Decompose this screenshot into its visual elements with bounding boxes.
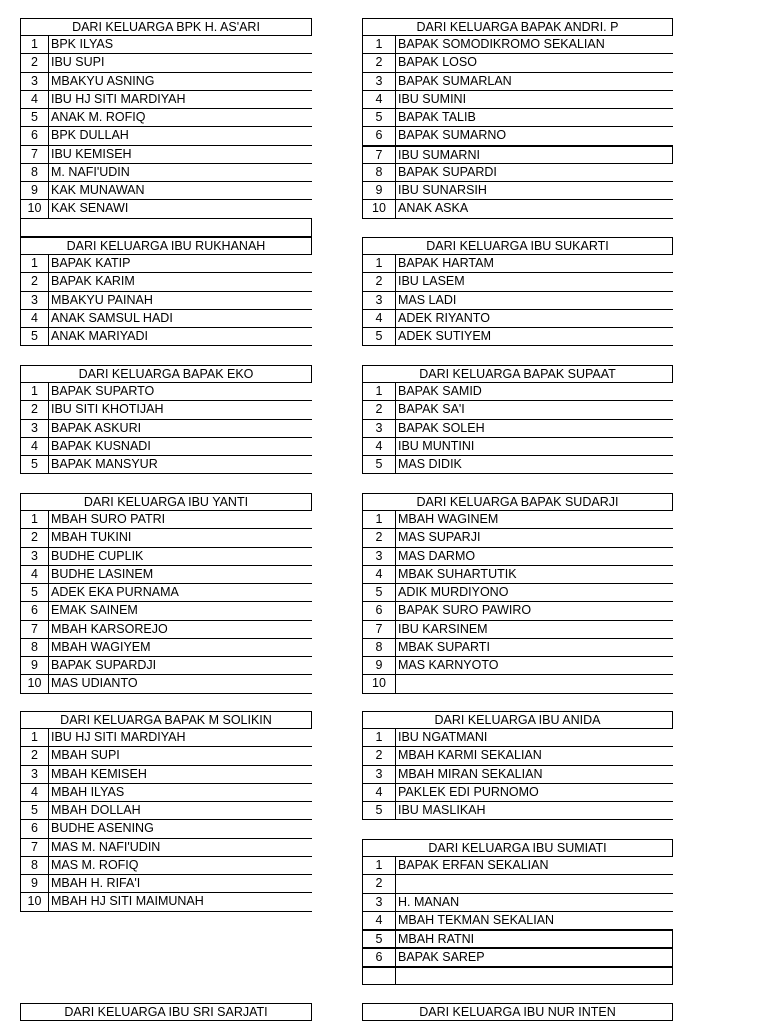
row-number: 3 [362, 420, 396, 437]
guest-name: ANAK ASKA [398, 201, 469, 216]
guest-name: H. MANAN [398, 894, 460, 909]
table-row [20, 875, 312, 893]
table-row [20, 747, 312, 765]
row-number: 5 [20, 109, 49, 126]
family-table-title: DARI KELUARGA IBU SRI SARJATI [20, 1003, 312, 1021]
table-row [20, 146, 312, 164]
guest-name: IBU MUNTINI [398, 438, 475, 453]
guest-name: BAPAK MANSYUR [51, 457, 158, 471]
guest-name: MAS DARMO [398, 548, 476, 563]
row-number: 2 [362, 54, 396, 71]
table-row [20, 292, 312, 310]
guest-name: IBU HJ SITI MARDIYAH [51, 91, 186, 106]
row-number: 1 [20, 729, 49, 746]
guest-name: ADEK EKA PURNAMA [51, 585, 179, 599]
row-number: 9 [20, 182, 49, 199]
row-number: 5 [20, 584, 49, 601]
guest-name: IBU KARSINEM [398, 621, 488, 636]
row-number: 8 [362, 639, 396, 656]
guest-name: BAPAK KARIM [51, 274, 135, 289]
row-number: 1 [362, 729, 396, 746]
guest-name: ANAK MARIYADI [51, 329, 149, 343]
table-row [20, 255, 312, 273]
guest-name: BUDHE CUPLIK [51, 548, 144, 563]
family-table-title: DARI KELUARGA BAPAK SUPAAT [362, 365, 673, 383]
row-number: 2 [20, 529, 49, 546]
row-number: 3 [362, 894, 396, 911]
family-table-title: DARI KELUARGA BPK H. AS'ARI [20, 18, 312, 36]
family-table-title: DARI KELUARGA IBU SUKARTI [362, 237, 673, 255]
row-number: 3 [362, 292, 396, 309]
row-number: 3 [362, 73, 396, 90]
table-row [20, 511, 312, 529]
guest-name: MAS DIDIK [398, 457, 462, 471]
table-row [20, 420, 312, 438]
table-row [362, 438, 673, 456]
row-number: 1 [362, 383, 396, 400]
row-number: 7 [20, 621, 49, 638]
table-row [20, 857, 312, 875]
row-number: 4 [20, 438, 49, 455]
row-number: 6 [362, 949, 396, 965]
family-table [20, 237, 312, 346]
table-row [20, 729, 312, 747]
guest-name: KAK SENAWI [51, 201, 129, 216]
row-number: 1 [20, 255, 49, 272]
row-number: 3 [20, 292, 49, 309]
table-row [20, 766, 312, 784]
row-number: 6 [20, 602, 49, 619]
guest-name: IBU MASLIKAH [398, 803, 486, 817]
table-row [362, 875, 673, 893]
table-row [362, 182, 673, 200]
table-row [20, 802, 312, 820]
family-table-title: DARI KELUARGA IBU RUKHANAH [20, 237, 312, 255]
table-row [362, 383, 673, 401]
table-row [362, 967, 673, 985]
table-row [20, 127, 312, 145]
guest-name: BAPAK SUPARDI [398, 164, 497, 179]
row-number: 4 [20, 91, 49, 108]
row-number: 2 [362, 273, 396, 290]
table-row [362, 639, 673, 657]
row-number: 6 [20, 127, 49, 144]
guest-name: MBAH WAGIYEM [51, 639, 151, 654]
guest-name: BAPAK SOMODIKROMO SEKALIAN [398, 37, 605, 51]
row-number: 5 [362, 456, 396, 473]
table-row [20, 548, 312, 566]
guest-name: BAPAK SUMARLAN [398, 73, 512, 88]
row-number: 6 [362, 602, 396, 619]
table-row [362, 109, 673, 127]
row-number: 5 [362, 931, 396, 947]
guest-name: IBU SUMARNI [396, 147, 673, 163]
guest-name: MBAH HJ SITI MAIMUNAH [51, 894, 204, 909]
row-number: 3 [362, 766, 396, 783]
table-row [362, 73, 673, 91]
table-row [362, 200, 673, 218]
table-row [20, 328, 312, 346]
guest-name: MAS KARNYOTO [398, 658, 499, 672]
row-number: 7 [362, 621, 396, 638]
guest-name: IBU HJ SITI MARDIYAH [51, 730, 186, 744]
row-number: 2 [362, 747, 396, 764]
guest-name: MBAH SUPI [51, 748, 120, 763]
guest-name: ADIK MURDIYONO [398, 585, 509, 599]
guest-name: MBAKYU PAINAH [51, 292, 153, 307]
guest-name: EMAK SAINEM [51, 603, 138, 618]
guest-name: MAS LADI [398, 292, 457, 307]
row-number: 3 [20, 420, 49, 437]
family-table [362, 711, 673, 820]
guest-name: MBAH TEKMAN SEKALIAN [398, 912, 555, 927]
guest-name: MBAKYU ASNING [51, 73, 155, 88]
row-number: 5 [20, 328, 49, 345]
row-number: 8 [362, 164, 396, 181]
table-row [362, 584, 673, 602]
table-row [362, 657, 673, 675]
guest-name: BAPAK SA'I [398, 402, 465, 417]
table-row [20, 639, 312, 657]
table-row [20, 383, 312, 401]
family-table [362, 1003, 673, 1021]
family-table [362, 237, 673, 346]
table-row [362, 328, 673, 346]
row-number: 5 [362, 584, 396, 601]
guest-name: M. NAFI'UDIN [51, 164, 130, 179]
table-row [362, 747, 673, 765]
row-number: 7 [20, 146, 49, 163]
row-number: 5 [362, 109, 396, 126]
table-row [362, 529, 673, 547]
row-number: 2 [362, 875, 396, 892]
family-table [20, 365, 312, 474]
table-row [362, 91, 673, 109]
row-number: 1 [362, 511, 396, 528]
family-table [20, 711, 312, 912]
guest-name: BAPAK SAREP [396, 949, 673, 965]
table-row [20, 566, 312, 584]
family-table-title: DARI KELUARGA IBU ANIDA [362, 711, 673, 729]
guest-name: BUDHE LASINEM [51, 566, 154, 581]
row-number: 5 [20, 456, 49, 473]
table-row [362, 675, 673, 693]
family-table-title: DARI KELUARGA BAPAK SUDARJI [362, 493, 673, 511]
row-number: 9 [20, 875, 49, 892]
table-row [362, 292, 673, 310]
guest-name: MBAH KARSOREJO [51, 621, 168, 636]
table-row [20, 820, 312, 838]
table-row [362, 802, 673, 820]
family-table [362, 493, 673, 694]
row-number: 10 [362, 200, 396, 217]
row-number: 9 [20, 657, 49, 674]
table-row [20, 893, 312, 911]
row-number: 6 [362, 127, 396, 144]
row-number: 7 [362, 147, 396, 163]
guest-name: MBAH ILYAS [51, 784, 125, 799]
guest-name: IBU SITI KHOTIJAH [51, 402, 164, 417]
guest-name: MAS M. NAFI'UDIN [51, 839, 161, 854]
guest-name: BAPAK KUSNADI [51, 438, 151, 453]
guest-name: KAK MUNAWAN [51, 183, 145, 197]
row-number: 4 [362, 438, 396, 455]
family-table-title: DARI KELUARGA BAPAK EKO [20, 365, 312, 383]
table-row [20, 273, 312, 291]
row-number: 10 [20, 200, 49, 217]
guest-name: ADEK RIYANTO [398, 310, 490, 325]
family-table [20, 18, 312, 237]
guest-name: BAPAK KATIP [51, 256, 131, 270]
table-row [362, 255, 673, 273]
row-number: 3 [362, 548, 396, 565]
guest-name [396, 968, 673, 984]
row-number: 2 [20, 747, 49, 764]
table-row [20, 839, 312, 857]
table-row [362, 164, 673, 182]
row-number: 1 [362, 857, 396, 874]
row-number: 6 [20, 820, 49, 837]
guest-name: IBU LASEM [398, 274, 465, 289]
table-row [362, 36, 673, 54]
table-row [362, 894, 673, 912]
row-number: 2 [362, 401, 396, 418]
guest-name: BAPAK SURO PAWIRO [398, 603, 532, 618]
guest-name: IBU KEMISEH [51, 146, 132, 161]
row-number: 2 [20, 401, 49, 418]
row-number: 9 [362, 182, 396, 199]
row-number: 10 [362, 675, 396, 692]
row-number: 1 [20, 511, 49, 528]
table-row [20, 602, 312, 620]
row-number: 5 [20, 802, 49, 819]
table-row [362, 729, 673, 747]
table-row [362, 602, 673, 620]
table-row [362, 930, 673, 948]
table-row [20, 529, 312, 547]
family-table-title: DARI KELUARGA IBU NUR INTEN [362, 1003, 673, 1021]
table-row [20, 109, 312, 127]
row-number: 5 [362, 328, 396, 345]
table-row [20, 310, 312, 328]
table-row [362, 401, 673, 419]
guest-name: BAPAK SUPARDJI [51, 658, 157, 672]
table-row [362, 310, 673, 328]
family-table [362, 365, 673, 474]
family-table-title: DARI KELUARGA BAPAK M SOLIKIN [20, 711, 312, 729]
table-row [362, 766, 673, 784]
table-row [20, 621, 312, 639]
table-row [20, 675, 312, 693]
table-row [362, 127, 673, 145]
table-row [362, 948, 673, 966]
row-number: 4 [362, 912, 396, 929]
guest-name: IBU SUMINI [398, 91, 467, 106]
family-table [362, 839, 673, 985]
guest-name: MBAH KEMISEH [51, 766, 147, 781]
table-row [362, 784, 673, 802]
guest-name: BAPAK ASKURI [51, 420, 142, 435]
guest-name: MBAH RATNI [396, 931, 673, 947]
row-number: 4 [362, 784, 396, 801]
guest-name: IBU SUPI [51, 55, 105, 70]
row-number: 10 [20, 675, 49, 692]
guest-name: MAS SUPARJI [398, 530, 481, 545]
guest-name: MBAH TUKINI [51, 530, 132, 545]
guest-name: MBAH DOLLAH [51, 803, 141, 817]
row-number: 3 [20, 73, 49, 90]
table-row [362, 146, 673, 164]
guest-name: PAKLEK EDI PURNOMO [398, 784, 539, 799]
table-row [20, 401, 312, 419]
guest-name: MBAH H. RIFA'I [51, 876, 141, 890]
table-row [20, 164, 312, 182]
guest-name: MAS M. ROFIQ [51, 857, 139, 872]
empty-row [20, 219, 312, 237]
row-number: 2 [362, 529, 396, 546]
row-number: 2 [20, 54, 49, 71]
row-number: 9 [362, 657, 396, 674]
row-number: 8 [20, 639, 49, 656]
family-table-title: DARI KELUARGA BAPAK ANDRI. P [362, 18, 673, 36]
guest-name: BAPAK SUPARTO [51, 384, 155, 398]
guest-name: BUDHE ASENING [51, 821, 154, 836]
table-row [362, 511, 673, 529]
row-number: 1 [20, 36, 49, 53]
guest-name: MBAH SURO PATRI [51, 512, 166, 526]
guest-name: ANAK M. ROFIQ [51, 110, 146, 124]
row-number: 4 [362, 566, 396, 583]
table-row [20, 200, 312, 218]
guest-name: MBAH KARMI SEKALIAN [398, 748, 542, 763]
table-row [362, 621, 673, 639]
guest-name: BAPAK TALIB [398, 110, 476, 124]
guest-name: BAPAK SAMID [398, 384, 482, 398]
guest-name: IBU SUNARSIH [398, 183, 487, 197]
table-row [20, 36, 312, 54]
guest-name: BAPAK HARTAM [398, 256, 494, 270]
table-row [20, 73, 312, 91]
guest-name: ADEK SUTIYEM [398, 329, 492, 343]
row-number: 3 [20, 766, 49, 783]
guest-name: BPK DULLAH [51, 128, 129, 143]
row-number: 4 [20, 310, 49, 327]
table-row [20, 456, 312, 474]
table-row [20, 91, 312, 109]
row-number: 8 [20, 164, 49, 181]
table-row [20, 438, 312, 456]
guest-name: IBU NGATMANI [398, 730, 488, 744]
guest-name: BAPAK SOLEH [398, 420, 485, 435]
guest-name: BAPAK LOSO [398, 55, 477, 70]
family-table [20, 1003, 312, 1021]
guest-name: ANAK SAMSUL HADI [51, 310, 173, 325]
table-row [20, 54, 312, 72]
family-table [362, 18, 673, 219]
row-number: 3 [20, 548, 49, 565]
row-number: 1 [362, 255, 396, 272]
guest-name: MAS UDIANTO [51, 676, 138, 691]
table-row [362, 566, 673, 584]
row-number: 4 [362, 310, 396, 327]
table-row [20, 657, 312, 675]
row-number: 4 [362, 91, 396, 108]
guest-name: MBAH WAGINEM [398, 512, 499, 526]
row-number: 8 [20, 857, 49, 874]
row-number: 1 [362, 36, 396, 53]
table-row [362, 912, 673, 930]
guest-name: MBAH MIRAN SEKALIAN [398, 766, 543, 781]
table-row [362, 420, 673, 438]
table-row [362, 456, 673, 474]
guest-name [396, 875, 673, 892]
row-number: 4 [20, 784, 49, 801]
guest-name [396, 675, 673, 692]
guest-name: MBAK SUHARTUTIK [398, 566, 517, 581]
table-row [362, 548, 673, 566]
table-row [362, 54, 673, 72]
table-row [362, 857, 673, 875]
row-number: 1 [20, 383, 49, 400]
row-number: 4 [20, 566, 49, 583]
guest-name: BPK ILYAS [51, 37, 114, 51]
table-row [362, 273, 673, 291]
row-number: 2 [20, 273, 49, 290]
table-row [20, 584, 312, 602]
table-row [20, 182, 312, 200]
row-number: 10 [20, 893, 49, 910]
table-row [20, 784, 312, 802]
family-table [20, 493, 312, 694]
family-table-title: DARI KELUARGA IBU YANTI [20, 493, 312, 511]
row-number: 5 [362, 802, 396, 819]
row-number: 7 [20, 839, 49, 856]
row-number [362, 968, 396, 984]
guest-name: BAPAK SUMARNO [398, 128, 507, 143]
guest-name: BAPAK ERFAN SEKALIAN [398, 858, 549, 872]
guest-name: MBAK SUPARTI [398, 639, 490, 654]
family-table-title: DARI KELUARGA IBU SUMIATI [362, 839, 673, 857]
